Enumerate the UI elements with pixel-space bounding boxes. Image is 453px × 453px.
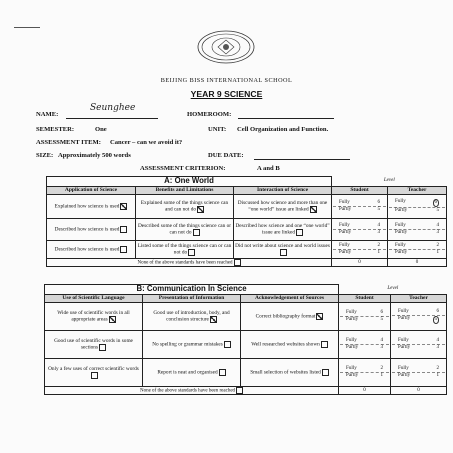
semester-value: One — [95, 126, 107, 133]
checkbox[interactable] — [91, 372, 98, 379]
checkbox[interactable] — [280, 249, 287, 256]
criterion-cell: Correct bibliography format — [241, 303, 339, 331]
checkbox[interactable] — [321, 341, 328, 348]
assessment-item-label: ASSESSMENT ITEM: — [36, 139, 101, 146]
criterion-cell: Explained some of the things science can and can not do — [136, 194, 234, 218]
checkbox[interactable] — [236, 387, 243, 394]
student-level-cell: Fully 4 Partly 3 — [339, 331, 391, 359]
checkbox[interactable] — [188, 249, 195, 256]
school-crest-logo — [196, 30, 256, 64]
criterion-cell: Well researched websites shown — [241, 331, 339, 359]
col-header: Use of Scientific Language — [45, 295, 143, 303]
checkbox[interactable] — [210, 316, 217, 323]
col-header: Application of Science — [47, 186, 136, 194]
size-value: Approximately 500 words — [58, 152, 131, 159]
homeroom-field[interactable] — [238, 110, 334, 119]
scan-artifact-line — [14, 27, 40, 28]
student-level-cell: Fully 6 Partly 5 — [332, 194, 388, 218]
criterion-cell: Described how science is used — [47, 240, 136, 258]
size-label: SIZE: — [36, 152, 54, 159]
criterion-cell: Discussed how science and more than one “one world” issue are linked — [234, 194, 332, 218]
level-label: Level — [387, 286, 399, 292]
checkbox[interactable] — [310, 206, 317, 213]
due-date-label: DUE DATE: — [208, 152, 244, 159]
student-zero: 0 — [332, 258, 388, 266]
student-level-cell: Fully 4 Partly 3 — [332, 218, 388, 240]
teacher-level-cell: Fully 4 Partly 3 — [391, 331, 447, 359]
criterion-cell: Explained how science is used — [47, 194, 136, 218]
criterion-cell: Described some of the things science can or can not do — [136, 218, 234, 240]
section-b-title: B: Communication In Science — [45, 285, 339, 295]
student-level-cell: Fully 2 Partly 1 — [332, 240, 388, 258]
teacher-mark: 6 — [434, 199, 438, 206]
teacher-level-cell: Fully 6 Partly 5 — [388, 194, 447, 218]
checkbox[interactable] — [120, 226, 127, 233]
criterion-cell: Good use of scientific words in some sections — [45, 331, 143, 359]
assessment-item-value: Cancer – can we avoid it? — [110, 139, 183, 146]
criterion-cell: Report is neat and organised — [143, 359, 241, 387]
criterion-label: ASSESSMENT CRITERION: — [140, 165, 226, 172]
col-header: Student — [339, 295, 391, 303]
col-header: Teacher — [388, 186, 447, 194]
teacher-mark: 5 — [434, 316, 438, 322]
teacher-zero: 0 — [388, 258, 447, 266]
criterion-cell: Only a few uses of correct scientific words — [45, 359, 143, 387]
criterion-value: A and B — [257, 165, 280, 172]
checkbox[interactable] — [296, 229, 303, 236]
student-level-cell: Fully 6 Partly 5 — [339, 303, 391, 331]
checkbox[interactable] — [234, 259, 241, 266]
none-reached-row: None of the above standards have been reached — [45, 387, 339, 395]
col-header: Student — [332, 186, 388, 194]
criterion-cell: Described how science is used — [47, 218, 136, 240]
checkbox[interactable] — [224, 341, 231, 348]
checkbox[interactable] — [322, 369, 329, 376]
col-header: Interaction of Science — [234, 186, 332, 194]
checkbox[interactable] — [120, 246, 127, 253]
checkbox[interactable] — [193, 229, 200, 236]
student-level-cell: Fully 2 Partly 1 — [339, 359, 391, 387]
due-date-field[interactable] — [254, 151, 350, 160]
none-reached-row: None of the above standards have been reached — [47, 258, 332, 266]
semester-label: SEMESTER: — [36, 126, 75, 133]
teacher-level-cell: Fully 4 Partly 3 — [388, 218, 447, 240]
col-header: Acknowledgement of Sources — [241, 295, 339, 303]
criterion-cell: Small selection of websites listed — [241, 359, 339, 387]
school-name: BEIJING BISS INTERNATIONAL SCHOOL — [160, 77, 293, 84]
unit-label: UNIT: — [208, 126, 227, 133]
criterion-cell: Did not write about science and world issues — [234, 240, 332, 258]
criterion-cell: No spelling or grammar mistakes — [143, 331, 241, 359]
checkbox[interactable] — [197, 206, 204, 213]
teacher-zero: 0 — [391, 387, 447, 395]
checkbox[interactable] — [316, 313, 323, 320]
criterion-cell: Described how science and one “one world” issue are linked — [234, 218, 332, 240]
teacher-level-cell: Fully 2 Partly 1 — [391, 359, 447, 387]
checkbox[interactable] — [99, 344, 106, 351]
student-zero: 0 — [339, 387, 391, 395]
checkbox[interactable] — [109, 316, 116, 323]
homeroom-label: HOMEROOM: — [187, 111, 232, 118]
criterion-cell: Good use of introduction, body, and conclusion structure — [143, 303, 241, 331]
section-a-title: A: One World — [47, 177, 332, 187]
col-header: Presentation of Information — [143, 295, 241, 303]
name-handwritten: Seunghee — [90, 103, 136, 113]
col-header: Benefits and Limitations — [136, 186, 234, 194]
col-header: Teacher — [391, 295, 447, 303]
page-title: YEAR 9 SCIENCE — [190, 89, 263, 99]
unit-value: Cell Organization and Function. — [237, 126, 329, 133]
rubric-table-a — [46, 176, 447, 267]
teacher-level-cell: Fully 2 Partly 1 — [388, 240, 447, 258]
checkbox[interactable] — [120, 203, 127, 210]
name-label: NAME: — [36, 111, 59, 118]
criterion-cell: Listed some of the things science can or can not do — [136, 240, 234, 258]
rubric-table-b — [44, 284, 447, 395]
criterion-cell: Wide use of scientific words in all appropriate areas — [45, 303, 143, 331]
checkbox[interactable] — [219, 369, 226, 376]
teacher-level-cell: Fully 6 Partly 5 — [391, 303, 447, 331]
level-label: Level — [383, 178, 395, 184]
